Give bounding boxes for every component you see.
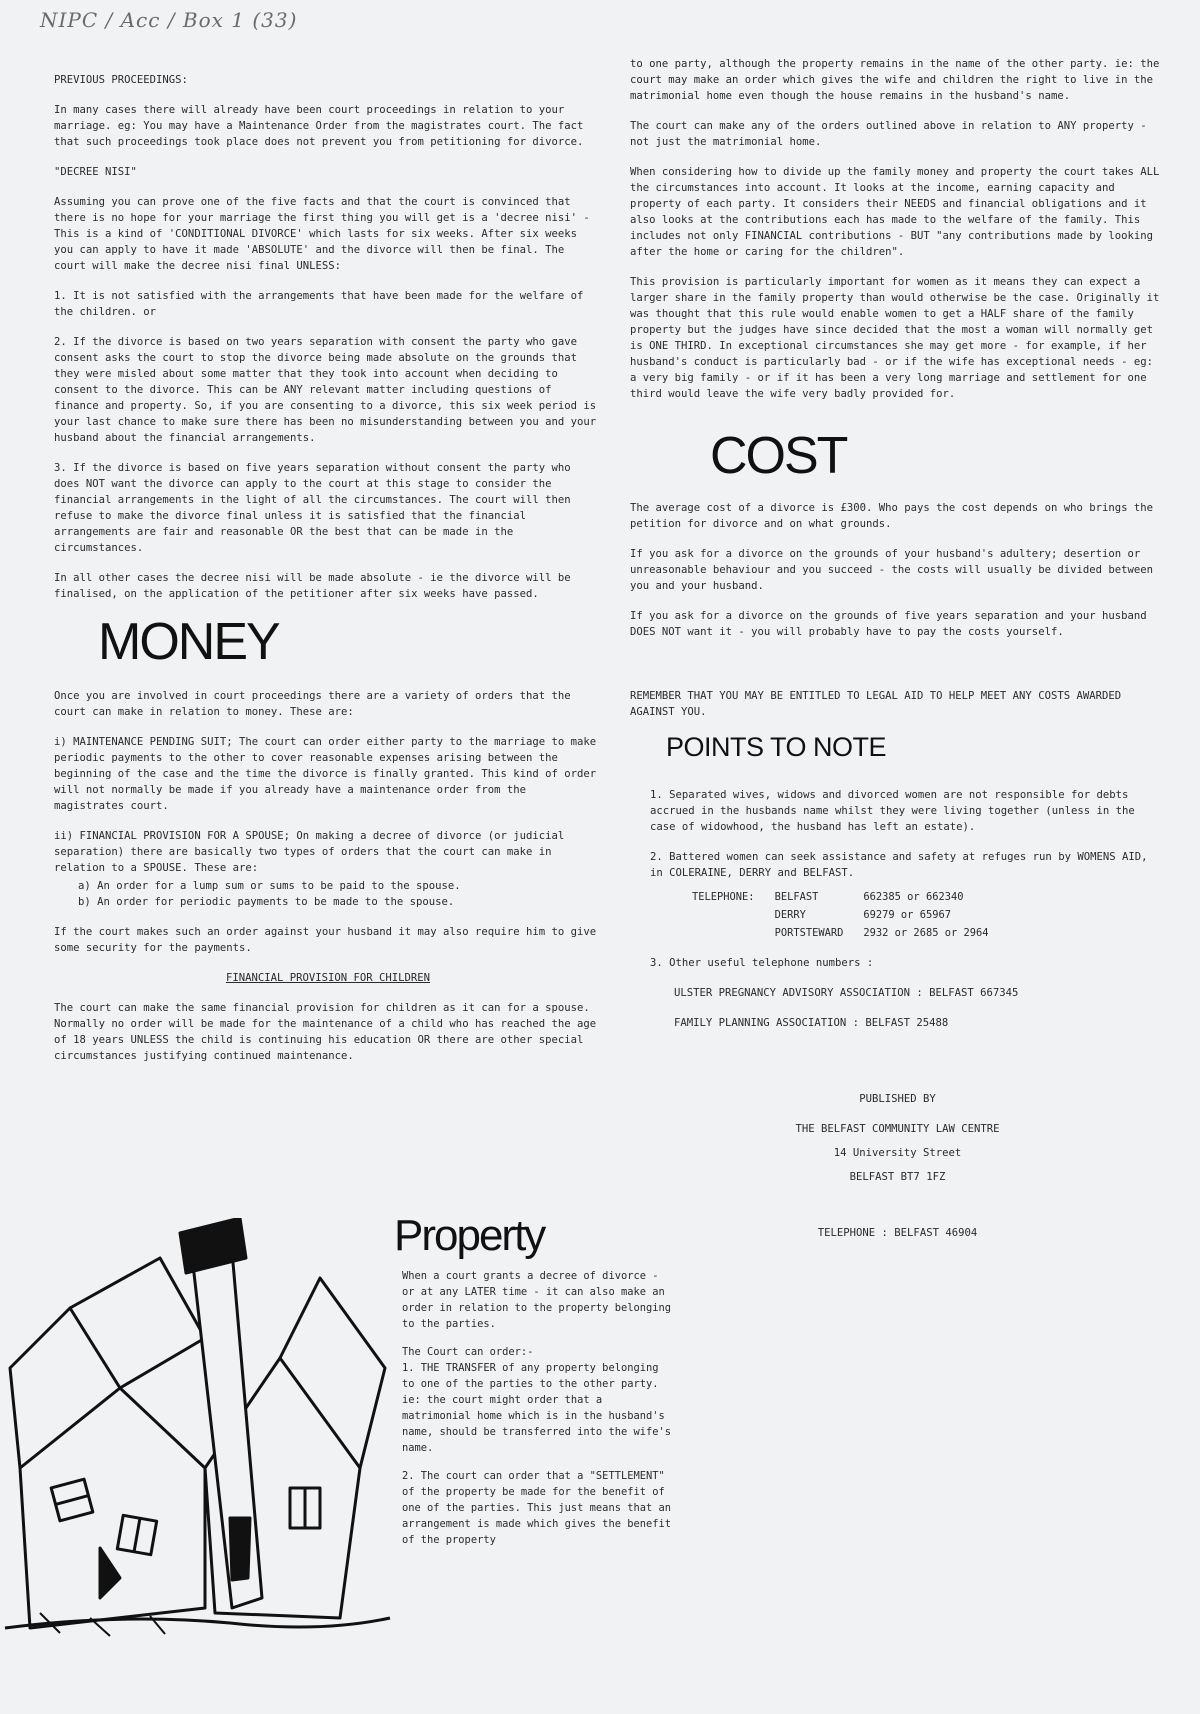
telephone-label: TELEPHONE: xyxy=(692,891,755,903)
property-heading: Property xyxy=(394,1211,545,1260)
property-order-2: 2. The court can order that a "SETTLEMENT" of the property be made for the benefit of one of the parties. This just means that an arrangement is made which gives the benefit of the property xyxy=(402,1470,671,1546)
publisher-city: BELFAST BT7 1FZ xyxy=(849,1171,946,1183)
financial-provision-spouse: ii) FINANCIAL PROVISION FOR A SPOUSE; On making a decree of divorce (or judicial separation) there are basically two types of orders that the court can make in relation to a SPOUSE. These are: xyxy=(54,830,565,874)
property-order-1: 1. THE TRANSFER of any property belonging to one of the parties to the other party. ie: the court might order that a matrimonial home which is in the husband's name, should be transferred into the wife's name. xyxy=(402,1362,671,1454)
point-3: 3. Other useful telephone numbers : xyxy=(650,957,874,969)
property-continued-3: When considering how to divide up the family money and property the court takes ALL the circumstances into account. It looks at the income, earning capacity and property of each party. It considers their NEEDS and financial obligations and it also looks at the contributions each has made to the welfare of the family. This includes not only FINANCIAL contributions - BUT "any contributions made by looking after the home or caring for the children". xyxy=(630,166,1160,258)
previous-proceedings-title: PREVIOUS PROCEEDINGS: xyxy=(54,74,188,86)
security-text: If the court makes such an order against your husband it may also require him to give some security for the payments. xyxy=(54,926,597,954)
unless-point-1: 1. It is not satisfied with the arrangements that have been made for the welfare of the children. or xyxy=(54,290,584,318)
archive-reference: NIPC / Acc / Box 1 (33) xyxy=(40,8,298,32)
children-provision-text: The court can make the same financial provision for children as it can for a spouse. Normally no order will be made for the maintenance of a child who has reached the age of 18 years UNLESS the child is continuing his education OR there are other special circumstances justifying continued maintenance. xyxy=(54,1002,597,1062)
money-heading: MONEY xyxy=(98,613,279,671)
tel-place: PORTSTEWARD xyxy=(774,927,844,939)
tel-place: DERRY xyxy=(774,909,806,921)
property-intro: When a court grants a decree of divorce - or at any LATER time - it can also make an order in relation to the property belonging to the parties. xyxy=(402,1270,671,1330)
property-continued-4: This provision is particularly important for women as it means they can expect a larger share in the family property than would otherwise be the case. Originally it was thought that this rule would enable women to get a HALF share of the family property but the judges have since decided that the most a woman will normally get is ONE THIRD. In exceptional circumstances she may get more - for example, if her husband's conduct is particularly bad - or if the wife has exceptional needs - eg: a very big family - or if it has been a very long marriage and settlement for one third would leave the wife very badly provided for. xyxy=(630,276,1160,400)
maintenance-pending-suit: i) MAINTENANCE PENDING SUIT; The court can order either party to the marriage to make periodic payments to the other to cover reasonable expenses arising between the beginning of the case and the time the divorce is finally granted. This kind of order will not normally be made if you already have a maintenance order from the magistrates court. xyxy=(54,736,597,812)
order-lump-sum: a) An order for a lump sum or sums to be paid to the spouse. xyxy=(78,880,461,892)
publisher-name: THE BELFAST COMMUNITY LAW CENTRE xyxy=(795,1123,1000,1135)
point-1: 1. Separated wives, widows and divorced women are not responsible for debts accrued in the husbands name whilst they were living together (unless in the case of widowhood, the husband has left an estate). xyxy=(650,789,1135,833)
publisher-block xyxy=(630,1091,1165,1241)
tel-numbers: 2932 or 2685 or 2964 xyxy=(863,927,989,939)
publisher-telephone: TELEPHONE : BELFAST 46904 xyxy=(817,1227,978,1239)
ulster-pregnancy-number: ULSTER PREGNANCY ADVISORY ASSOCIATION : BELFAST 667345 xyxy=(674,987,1019,999)
property-column xyxy=(402,1268,672,1560)
property-orders-title: The Court can order:- xyxy=(402,1346,534,1358)
legal-aid-reminder: REMEMBER THAT YOU MAY BE ENTITLED TO LEGAL AID TO HELP MEET ANY COSTS AWARDED AGAINST YOU. xyxy=(630,690,1122,718)
publisher-address: 14 University Street xyxy=(833,1147,962,1159)
other-cases-text: In all other cases the decree nisi will be made absolute - ie the divorce will be finalised, on the application of the petitioner after six weeks have passed. xyxy=(54,572,571,600)
money-intro: Once you are involved in court proceedings there are a variety of orders that the court can make in relation to money. These are: xyxy=(54,690,571,718)
tel-numbers: 662385 or 662340 xyxy=(863,891,964,903)
previous-proceedings-text: In many cases there will already have been court proceedings in relation to your marriage. eg: You may have a Maintenance Order from the magistrates court. The fact that such proceedings took place does not prevent you from petitioning for divorce. xyxy=(54,104,584,148)
order-periodic-payments: b) An order for periodic payments to be made to the spouse. xyxy=(78,896,455,908)
womens-aid-telephone-table xyxy=(690,887,1009,943)
cost-text-1: The average cost of a divorce is £300. Who pays the cost depends on who brings the petition for divorce and on what grounds. xyxy=(630,502,1153,530)
published-by-label: PUBLISHED BY xyxy=(859,1093,936,1105)
decree-nisi-title: "DECREE NISI" xyxy=(54,166,137,178)
property-continued-2: The court can make any of the orders outlined above in relation to ANY property - not just the matrimonial home. xyxy=(630,120,1147,148)
property-continued-1: to one party, although the property remains in the name of the other party. ie: the court may make an order which gives the wife and children the right to live in the matrimonial home even though the house remains in the husband's name. xyxy=(630,58,1160,102)
tel-numbers: 69279 or 65967 xyxy=(863,909,951,921)
tel-place: BELFAST xyxy=(774,891,819,903)
cost-text-2: If you ask for a divorce on the grounds of your husband's adultery; desertion or unreasonable behaviour and you succeed - the costs will usually be divided between you and your husband. xyxy=(630,548,1153,592)
cost-text-3: If you ask for a divorce on the grounds of five years separation and your husband DOES NOT want it - you will probably have to pay the costs yourself. xyxy=(630,610,1147,638)
right-column xyxy=(630,56,1165,1255)
unless-point-2: 2. If the divorce is based on two years separation with consent the party who gave consent asks the court to stop the divorce being made absolute on the grounds that they were misled about some matter that they took into account when deciding to consent to the divorce. This can be ANY relevant matter including questions of finance and property. So, if you are consenting to a divorce, this six week period is your last chance to make sure there has been no misunderstanding between you and your husband about the financial arrangements. xyxy=(54,336,597,444)
point-2: 2. Battered women can seek assistance and safety at refuges run by WOMENS AID, in COLERAINE, DERRY and BELFAST. xyxy=(650,851,1148,879)
left-column xyxy=(54,72,602,1078)
unless-point-3: 3. If the divorce is based on five years separation without consent the party who does NOT want the divorce can apply to the court at this stage to consider the financial arrangements in the light of all the circumstances. The court will then refuse to make the divorce final unless it is satisfied that the financial arrangements are fair and reasonable OR the best that can be made in the circumstances. xyxy=(54,462,571,554)
house-illustration xyxy=(0,1218,400,1638)
points-to-note-heading: POINTS TO NOTE xyxy=(666,732,887,762)
children-provision-title: FINANCIAL PROVISION FOR CHILDREN xyxy=(225,972,431,984)
cost-heading: COST xyxy=(710,427,847,485)
family-planning-number: FAMILY PLANNING ASSOCIATION : BELFAST 25488 xyxy=(674,1017,949,1029)
decree-nisi-text: Assuming you can prove one of the five facts and that the court is convinced that there is no hope for your marriage the first thing you will get is a 'decree nisi' - This is a kind of 'CONDITIONAL DIVORCE' which lasts for six weeks. After six weeks you can apply to have it made 'ABSOLUTE' and the divorce will then be final. The court will make the decree nisi final UNLESS: xyxy=(54,196,590,272)
